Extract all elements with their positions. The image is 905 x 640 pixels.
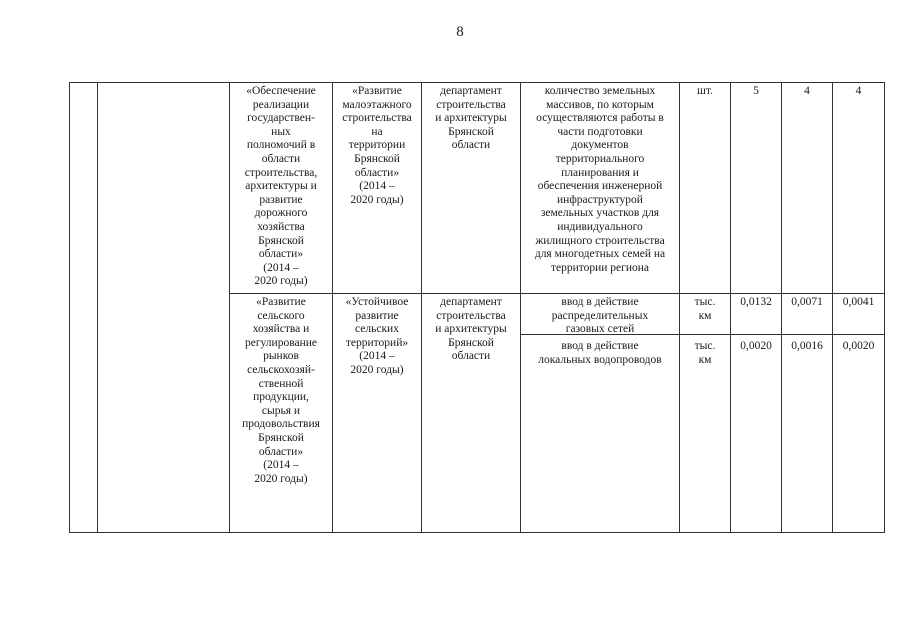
value-cell: 0,0041 <box>842 296 875 308</box>
value-cell: 0,0132 <box>740 296 772 308</box>
indicator-name-cell: количество земельных массивов, по которым осуществляются работы в части подготовки документов территориального планирования и обеспечения инженерной инфраструктурой земельных участков для индивидуального жилищного строительства для многодетных семей на территории региона <box>534 85 666 274</box>
indicator-name-cell: ввод в действие локальных водопроводов <box>538 340 662 366</box>
value-cell: 4 <box>855 85 862 97</box>
value-cell: 0,0016 <box>791 340 823 352</box>
row-divider <box>229 293 885 294</box>
col-border-8 <box>781 82 782 533</box>
page-number: 8 <box>456 24 464 40</box>
col-border-9 <box>832 82 833 533</box>
unit-cell: шт. <box>697 85 713 97</box>
col-border-5 <box>520 82 521 533</box>
col-border-6 <box>679 82 680 533</box>
value-cell: 5 <box>753 85 759 97</box>
subprogram-cell: «Развитие сельского хозяйства и регулирование рынков сельскохозяй- ственной продукции, сырья и продовольствия Брянской области» (2014 – 2020 годы) <box>242 296 320 485</box>
measure-cell: «Устойчивое развитие сельских территорий» (2014 – 2020 годы) <box>345 296 409 376</box>
table-top-border <box>69 82 885 83</box>
col-border-3 <box>332 82 333 533</box>
executor-cell: департамент строительства и архитектуры Брянской области <box>435 85 507 152</box>
value-cell: 0,0071 <box>791 296 823 308</box>
value-cell: 0,0020 <box>842 340 875 352</box>
indicator-name-cell: ввод в действие распределительных газовых сетей <box>551 296 649 336</box>
col-border-right <box>884 82 885 533</box>
value-cell: 0,0020 <box>740 340 772 352</box>
col-border-2 <box>229 82 230 533</box>
col-border-4 <box>421 82 422 533</box>
table-bottom-border <box>69 532 885 533</box>
col-border-left <box>69 82 70 533</box>
value-cell: 4 <box>804 85 810 97</box>
unit-cell: тыс. км <box>694 296 716 322</box>
executor-cell: департамент строительства и архитектуры Брянской области <box>435 296 507 363</box>
col-border-1 <box>97 82 98 533</box>
subprogram-cell: «Обеспечение реализации государствен- ных полномочий в области строительства, архитектуры и развитие дорожного хозяйства Брянской области» (2014 – 2020 годы) <box>244 85 318 288</box>
unit-cell: тыс. км <box>694 340 716 366</box>
col-border-7 <box>730 82 731 533</box>
measure-cell: «Развитие малоэтажного строительства на территории Брянской области» (2014 – 2020 годы) <box>342 85 412 206</box>
